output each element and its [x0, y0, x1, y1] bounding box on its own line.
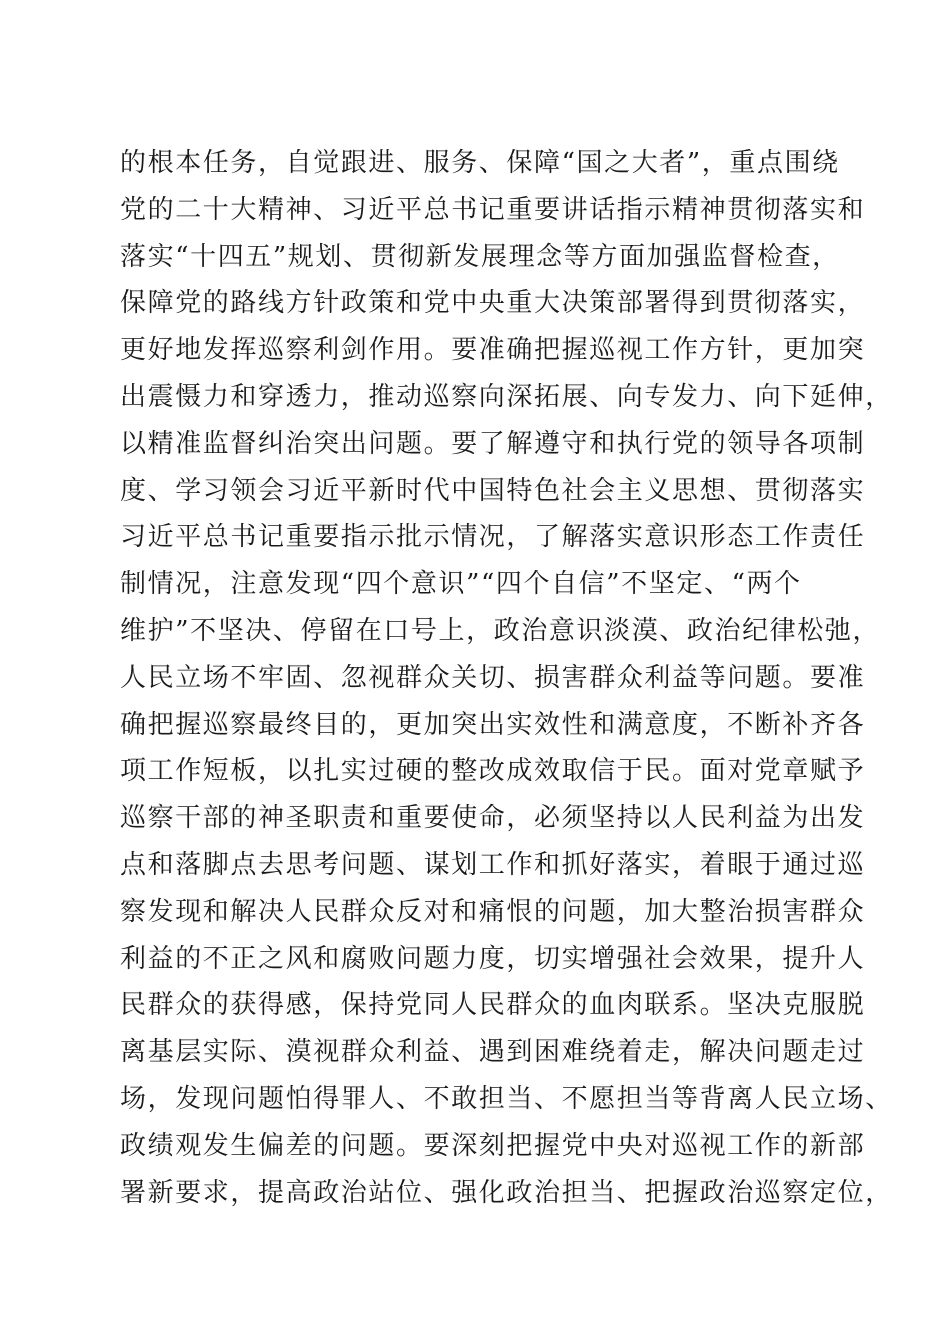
text-line: 习近平总书记重要指示批示情况，了解落实意识形态工作责任	[120, 522, 866, 553]
text-line: 确把握巡察最终目的，更加突出实效性和满意度，不断补齐各	[120, 709, 866, 740]
text-line: 维护”不坚决、停留在口号上，政治意识淡漠、政治纪律松弛，	[120, 615, 881, 646]
text-line: 民群众的获得感，保持党同人民群众的血肉联系。坚决克服脱	[120, 990, 866, 1021]
text-line: 政绩观发生偏差的问题。要深刻把握党中央对巡视工作的新部	[120, 1130, 866, 1161]
text-line: 的根本任务，自觉跟进、服务、保障“国之大者”，重点围绕	[120, 148, 840, 178]
text-line: 以精准监督纠治突出问题。要了解遵守和执行党的领导各项制	[120, 428, 866, 459]
text-line: 保障党的路线方针政策和党中央重大决策部署得到贯彻落实，	[120, 288, 866, 319]
text-line: 利益的不正之风和腐败问题力度，切实增强社会效果，提升人	[120, 943, 866, 974]
text-line: 出震慑力和穿透力，推动巡察向深拓展、向专发力、向下延伸，	[120, 381, 893, 412]
text-line: 党的二十大精神、习近平总书记重要讲话指示精神贯彻落实和	[120, 194, 866, 225]
text-line: 人民立场不牢固、忽视群众关切、损害群众利益等问题。要准	[120, 662, 866, 693]
text-line: 离基层实际、漠视群众利益、遇到困难绕着走，解决问题走过	[120, 1037, 866, 1068]
text-line: 项工作短板，以扎实过硬的整改成效取信于民。面对党章赋予	[120, 756, 866, 787]
text-line: 察发现和解决人民群众反对和痛恨的问题，加大整治损害群众	[120, 896, 866, 927]
text-line: 巡察干部的神圣职责和重要使命，必须坚持以人民利益为出发	[120, 803, 866, 834]
text-line: 点和落脚点去思考问题、谋划工作和抓好落实，着眼于通过巡	[120, 849, 866, 880]
text-line: 度、学习领会习近平新时代中国特色社会主义思想、贯彻落实	[120, 475, 866, 506]
text-line: 落实“十四五”规划、贯彻新发展理念等方面加强监督检查，	[120, 241, 840, 272]
body-text	[120, 140, 893, 1216]
text-line: 场，发现问题怕得罪人、不敢担当、不愿担当等背离人民立场、	[120, 1083, 893, 1114]
text-line: 更好地发挥巡察利剑作用。要准确把握巡视工作方针，更加突	[120, 335, 866, 366]
text-line: 署新要求，提高政治站位、强化政治担当、把握政治巡察定位，	[120, 1177, 893, 1208]
text-line: 制情况，注意发现“四个意识”“四个自信”不坚定、“两个	[120, 569, 802, 600]
